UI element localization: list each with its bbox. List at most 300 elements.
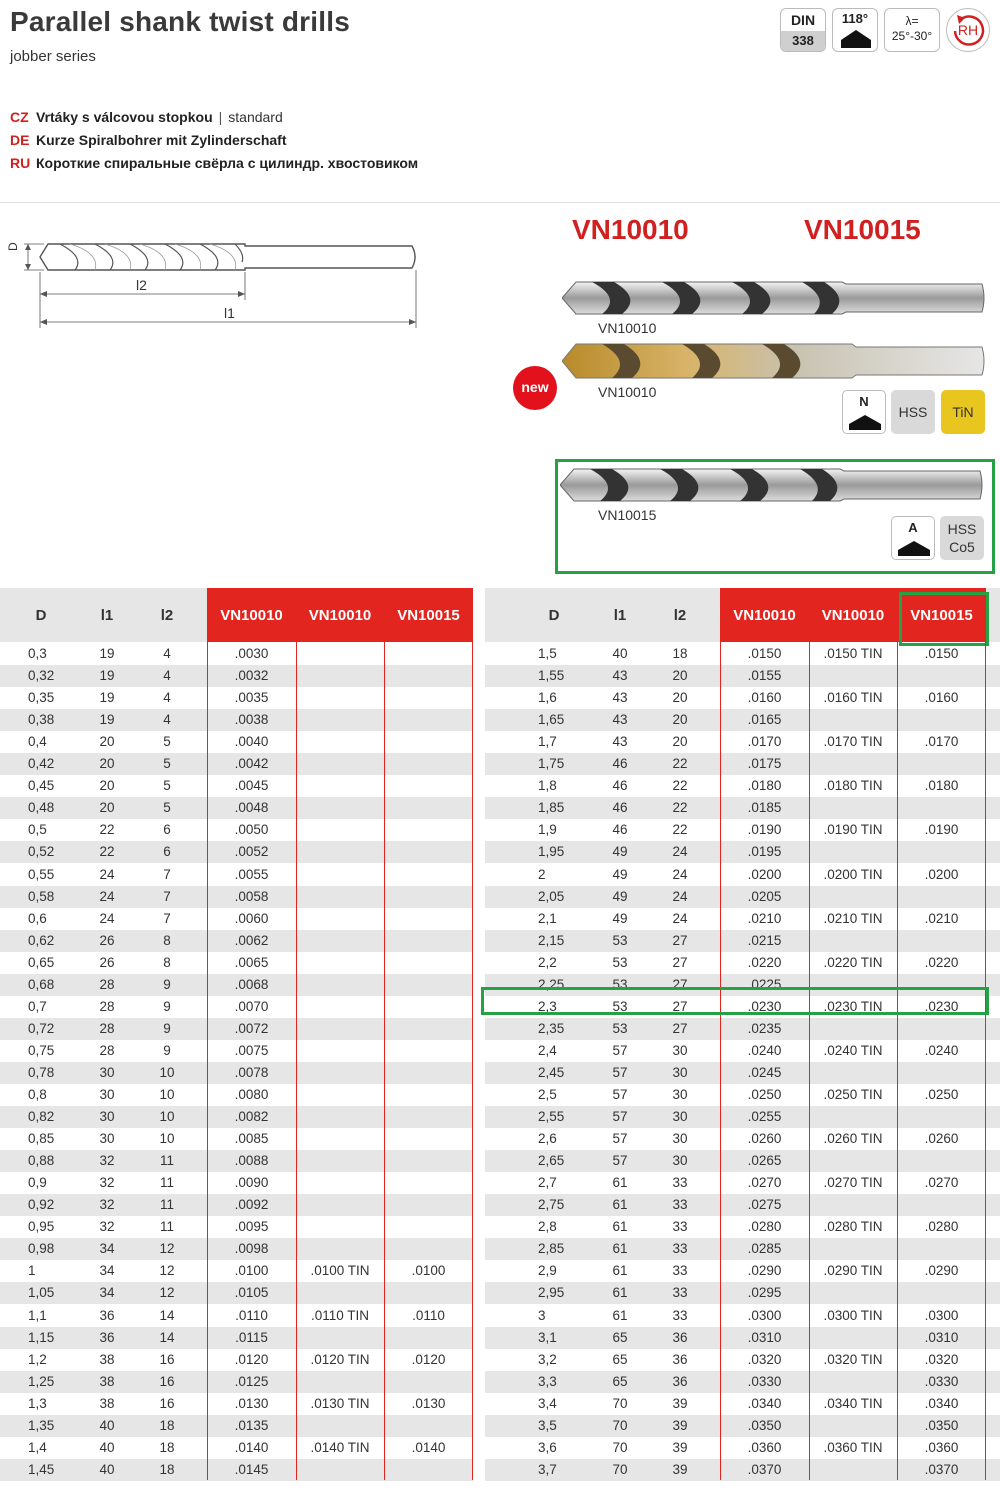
drill2-label: VN10010	[598, 384, 657, 400]
cell-l1: 49	[612, 844, 628, 860]
cell-vn10015	[384, 1084, 473, 1106]
cell-vn10010: .0165	[747, 712, 782, 728]
lang-de: DE Kurze Spiralbohrer mit Zylinderschaft	[10, 132, 287, 148]
cell-vn10010: .0038	[234, 712, 269, 728]
col-header-d-right: D	[548, 607, 560, 624]
cell-l2: 6	[163, 844, 171, 860]
cell-vn10010: .0210	[747, 910, 782, 926]
table-row	[0, 775, 473, 797]
table-row	[0, 753, 473, 775]
cell-vn10010: .0190	[747, 822, 782, 838]
table-row	[0, 709, 473, 731]
cell-l1: 61	[612, 1241, 628, 1257]
cell-vn10010: .0135	[234, 1417, 269, 1433]
cell-vn10010-tin	[296, 864, 384, 886]
cell-vn10015	[384, 643, 473, 665]
cell-d: 2,05	[538, 888, 565, 904]
cell-vn10010-tin	[296, 1371, 384, 1393]
helix-angle-icon	[884, 8, 940, 52]
cell-d: 0,6	[28, 910, 47, 926]
cell-l2: 11	[159, 1197, 174, 1213]
column-separator	[897, 642, 898, 1480]
cell-vn10010: .0245	[747, 1064, 782, 1080]
cell-d: 1,4	[28, 1439, 47, 1455]
cell-d: 2,95	[538, 1285, 565, 1301]
cell-vn10010-tin	[809, 1018, 897, 1040]
table-row	[485, 819, 1000, 841]
cell-vn10015: .0300	[924, 1307, 959, 1323]
cell-l2: 22	[672, 778, 688, 794]
cell-vn10015	[384, 1459, 473, 1481]
table-row	[0, 908, 473, 930]
cell-d: 0,58	[28, 888, 55, 904]
cell-vn10015	[384, 665, 473, 687]
cell-l1: 40	[612, 646, 628, 661]
right-hand-rotation-icon	[946, 8, 990, 52]
cell-l1: 43	[612, 690, 628, 706]
cell-l2: 39	[672, 1395, 688, 1411]
cell-vn10015	[384, 1371, 473, 1393]
table-row	[485, 687, 1000, 709]
cell-l2: 12	[159, 1263, 175, 1279]
cell-l2: 9	[163, 976, 171, 992]
cell-l1: 57	[612, 1087, 628, 1102]
cell-vn10010: .0055	[234, 866, 269, 882]
cell-l2: 39	[672, 1461, 688, 1477]
cell-l1: 38	[99, 1351, 115, 1367]
cell-vn10015	[384, 1172, 473, 1194]
spec-icons	[780, 8, 990, 52]
table-row	[0, 1349, 473, 1371]
cell-d: 2,1	[538, 910, 557, 926]
cell-vn10010: .0170	[747, 734, 782, 750]
cell-l1: 43	[612, 668, 628, 684]
cell-d: 1,9	[538, 822, 557, 838]
cell-l1: 46	[612, 800, 628, 816]
table-row	[0, 1305, 473, 1327]
cell-l1: 61	[612, 1197, 628, 1213]
cell-vn10010: .0042	[234, 756, 269, 772]
cell-vn10010: .0065	[234, 954, 269, 970]
cell-vn10010: .0260	[747, 1131, 782, 1147]
lambda-line2: 25°-30°	[891, 29, 933, 43]
cell-l2: 22	[672, 822, 688, 838]
cell-l2: 27	[672, 976, 688, 992]
cell-l2: 18	[159, 1417, 175, 1433]
cell-vn10010-tin	[809, 1282, 897, 1304]
cell-vn10010-tin	[296, 930, 384, 952]
cell-l1: 61	[612, 1263, 628, 1279]
table-row	[0, 1260, 473, 1282]
column-separator	[384, 642, 385, 1480]
col-header-vn10010-tin: VN10010	[296, 588, 384, 642]
cell-vn10010: .0052	[234, 844, 269, 860]
cell-vn10010: .0195	[747, 844, 782, 860]
cell-vn10010-tin	[296, 1194, 384, 1216]
cell-d: 1,65	[538, 712, 565, 728]
cell-vn10010: .0205	[747, 888, 782, 904]
cell-vn10010-tin	[296, 1106, 384, 1128]
cell-vn10010: .0032	[234, 668, 269, 684]
cell-vn10015	[384, 797, 473, 819]
cell-vn10010-tin	[296, 643, 384, 665]
din-label: DIN	[790, 12, 816, 28]
cell-l2: 22	[672, 800, 688, 816]
cell-vn10015	[897, 1062, 986, 1084]
dim-l1-label: l1	[224, 305, 235, 321]
cell-l2: 30	[672, 1042, 688, 1058]
cell-vn10010: .0145	[234, 1461, 269, 1477]
cell-vn10010: .0275	[747, 1197, 782, 1213]
cell-vn10010: .0080	[234, 1087, 269, 1102]
cell-l1: 26	[99, 932, 115, 948]
cell-l1: 36	[99, 1329, 115, 1345]
cell-vn10010-tin	[296, 709, 384, 731]
col-header-vn10010-right: VN10010	[720, 588, 809, 642]
drill-image-vn10015	[560, 467, 984, 503]
cell-vn10010-tin	[296, 952, 384, 974]
cell-l2: 8	[163, 954, 171, 970]
cell-d: 1	[28, 1263, 36, 1279]
cell-vn10010-tin	[809, 1327, 897, 1349]
cell-vn10015: .0190	[924, 822, 959, 838]
cell-vn10015: .0140	[411, 1439, 446, 1455]
cell-vn10010-tin	[296, 1216, 384, 1238]
cell-l1: 46	[612, 778, 628, 794]
cell-l1: 43	[612, 734, 628, 750]
cell-vn10015: .0120	[411, 1351, 446, 1367]
cell-vn10010: .0340	[747, 1395, 782, 1411]
cell-vn10015	[384, 709, 473, 731]
cell-vn10010: .0092	[234, 1197, 269, 1213]
column-separator	[207, 642, 208, 1480]
cell-l2: 20	[672, 690, 688, 706]
table-row	[0, 1327, 473, 1349]
cell-l2: 16	[159, 1351, 175, 1367]
cell-l1: 53	[612, 1020, 628, 1036]
cell-d: 0,45	[28, 778, 55, 794]
cell-vn10015	[897, 1194, 986, 1216]
table-row	[0, 1437, 473, 1459]
lang-ru: RU Короткие спиральные свёрла с цилиндр. хвостовиком	[10, 155, 419, 171]
cell-l1: 70	[612, 1395, 628, 1411]
table-row	[0, 1459, 473, 1481]
cell-l2: 30	[672, 1109, 688, 1125]
cell-vn10010-tin	[296, 974, 384, 996]
cell-l1: 28	[99, 1020, 115, 1036]
cell-vn10015: .0320	[924, 1351, 959, 1367]
cell-vn10015: .0220	[924, 954, 959, 970]
cell-d: 1,95	[538, 844, 565, 860]
cell-l2: 33	[672, 1219, 688, 1235]
cell-l1: 49	[612, 866, 628, 882]
cell-d: 2,7	[538, 1175, 557, 1191]
table-row	[485, 709, 1000, 731]
cell-vn10015: .0170	[924, 734, 959, 750]
cell-d: 0,5	[28, 822, 47, 838]
cell-d: 0,35	[28, 690, 55, 706]
cell-d: 2,75	[538, 1197, 565, 1213]
col-header-l2-right: l2	[673, 607, 687, 624]
cell-l1: 65	[612, 1373, 628, 1389]
cell-l2: 30	[672, 1064, 688, 1080]
cell-l2: 9	[163, 1042, 171, 1058]
dim-d-label: D	[6, 242, 20, 251]
cell-vn10010: .0185	[747, 800, 782, 816]
cell-vn10010: .0068	[234, 976, 269, 992]
cell-l1: 57	[612, 1131, 628, 1147]
table-row	[0, 665, 473, 687]
cell-vn10010-tin	[296, 1084, 384, 1106]
cell-vn10015	[897, 930, 986, 952]
table-row	[0, 864, 473, 886]
cell-vn10010: .0082	[234, 1109, 269, 1125]
table-row	[485, 1194, 1000, 1216]
table-row	[485, 1018, 1000, 1040]
cell-l2: 11	[159, 1219, 174, 1235]
cell-vn10010-tin: .0190 TIN	[823, 822, 883, 838]
cell-vn10015: .0160	[924, 690, 959, 706]
cell-vn10010-tin	[296, 731, 384, 753]
dim-l2-label: l2	[136, 277, 147, 293]
cell-d: 0,52	[28, 844, 55, 860]
cell-l1: 19	[99, 646, 115, 661]
point-angle-icon	[832, 8, 878, 52]
cell-d: 3,7	[538, 1461, 557, 1477]
cell-vn10015	[384, 886, 473, 908]
cell-vn10010-tin: .0120 TIN	[310, 1351, 370, 1367]
cell-l1: 30	[99, 1131, 115, 1147]
col-header-d: D	[35, 607, 47, 624]
cell-vn10015	[384, 1216, 473, 1238]
table-row	[485, 930, 1000, 952]
col-header-vn10010: VN10010	[207, 588, 296, 642]
new-badge: new	[513, 366, 557, 410]
cell-vn10010-tin: .0170 TIN	[823, 734, 883, 750]
cell-vn10015: .0110	[412, 1307, 445, 1323]
cell-l2: 6	[163, 822, 171, 838]
cell-d: 1,05	[28, 1285, 55, 1301]
drill-image-vn10010	[562, 280, 986, 316]
cell-vn10015	[384, 952, 473, 974]
cell-vn10010-tin: .0160 TIN	[823, 690, 883, 706]
cell-vn10010-tin	[296, 1282, 384, 1304]
cell-l2: 39	[672, 1439, 688, 1455]
cell-d: 1,45	[28, 1461, 55, 1477]
product-code-vn10015: VN10015	[804, 214, 921, 245]
cell-vn10010: .0235	[747, 1020, 782, 1036]
cell-l1: 61	[612, 1219, 628, 1235]
cell-l1: 36	[99, 1307, 115, 1323]
cell-vn10010-tin: .0230 TIN	[823, 998, 883, 1014]
cell-vn10015	[384, 1018, 473, 1040]
table-row	[485, 1371, 1000, 1393]
cell-d: 2,4	[538, 1042, 557, 1058]
cell-vn10010-tin	[809, 1150, 897, 1172]
cell-vn10015: .0330	[924, 1373, 959, 1389]
cell-vn10010-tin	[809, 665, 897, 687]
cell-l2: 36	[672, 1351, 688, 1367]
cell-d: 2,8	[538, 1219, 557, 1235]
cell-vn10010: .0160	[747, 690, 782, 706]
cell-vn10010-tin: .0250 TIN	[823, 1087, 883, 1102]
cell-l1: 40	[99, 1439, 115, 1455]
cell-d: 0,68	[28, 976, 55, 992]
cell-l2: 36	[672, 1373, 688, 1389]
cell-l1: 57	[612, 1109, 628, 1125]
cell-d: 1,15	[28, 1329, 55, 1345]
cell-vn10010: .0225	[747, 976, 782, 992]
col-header-l1: l1	[100, 607, 114, 624]
cell-d: 0,3	[28, 646, 47, 661]
table-row	[485, 1150, 1000, 1172]
cell-vn10010: .0310	[747, 1329, 782, 1345]
table-row	[0, 1172, 473, 1194]
table-row	[485, 886, 1000, 908]
cell-vn10015: .0240	[924, 1042, 959, 1058]
cell-d: 3,4	[538, 1395, 557, 1411]
cell-d: 0,72	[28, 1020, 55, 1036]
cell-l1: 57	[612, 1042, 628, 1058]
cell-l1: 49	[612, 910, 628, 926]
lambda-line1: λ=	[905, 14, 919, 28]
cell-vn10010-tin	[809, 886, 897, 908]
cell-l2: 5	[163, 734, 171, 750]
cell-d: 0,62	[28, 932, 55, 948]
cell-vn10015	[384, 996, 473, 1018]
cell-l1: 53	[612, 976, 628, 992]
cell-vn10010: .0098	[234, 1241, 269, 1257]
cell-vn10010: .0300	[747, 1307, 782, 1323]
cell-l2: 14	[159, 1307, 175, 1323]
cell-vn10010: .0280	[747, 1219, 782, 1235]
cell-l2: 9	[163, 1020, 171, 1036]
cell-vn10010-tin: .0340 TIN	[823, 1395, 883, 1411]
cell-l1: 32	[99, 1175, 115, 1191]
cell-vn10010: .0215	[747, 932, 782, 948]
cell-l1: 40	[99, 1417, 115, 1433]
cell-l2: 7	[163, 910, 171, 926]
cell-vn10010-tin: .0300 TIN	[823, 1307, 883, 1323]
cell-vn10010: .0090	[234, 1175, 269, 1191]
cell-vn10015: .0130	[411, 1395, 446, 1411]
cell-vn10010-tin	[296, 1415, 384, 1437]
cell-vn10010: .0370	[747, 1461, 782, 1477]
cell-vn10015	[384, 841, 473, 863]
product-code-vn10010: VN10010	[572, 214, 689, 245]
cell-l2: 30	[672, 1131, 688, 1147]
cell-vn10010-tin	[296, 797, 384, 819]
cell-vn10010: .0035	[234, 690, 269, 706]
cell-vn10010: .0295	[747, 1285, 782, 1301]
cell-vn10010-tin: .0360 TIN	[823, 1439, 883, 1455]
table-row	[0, 1018, 473, 1040]
cell-vn10010-tin	[296, 1172, 384, 1194]
cell-d: 0,88	[28, 1153, 55, 1169]
table-row	[0, 1216, 473, 1238]
cell-d: 1,5	[538, 646, 557, 661]
table-row	[485, 1238, 1000, 1260]
table-row	[0, 974, 473, 996]
cell-d: 1,25	[28, 1373, 55, 1389]
column-separator	[720, 642, 721, 1480]
cell-l2: 16	[159, 1395, 175, 1411]
cell-l1: 28	[99, 998, 115, 1014]
cell-vn10010: .0088	[234, 1153, 269, 1169]
cell-vn10010: .0220	[747, 954, 782, 970]
cell-d: 0,55	[28, 866, 55, 882]
cell-vn10015	[897, 1106, 986, 1128]
col-header-l1-right: l1	[613, 607, 627, 624]
cell-vn10010: .0155	[747, 668, 782, 684]
highlight-row-2-3	[481, 987, 989, 1015]
cell-vn10010: .0255	[747, 1109, 782, 1125]
cell-vn10010-tin: .0200 TIN	[823, 866, 883, 882]
cell-l1: 38	[99, 1373, 115, 1389]
cell-vn10010: .0250	[747, 1087, 782, 1102]
cell-l1: 19	[99, 668, 115, 684]
cell-l1: 65	[612, 1329, 628, 1345]
cell-l2: 4	[163, 646, 171, 661]
cell-vn10010: .0062	[234, 932, 269, 948]
cell-l2: 10	[159, 1131, 175, 1147]
cell-l1: 46	[612, 756, 628, 772]
column-separator	[985, 642, 986, 1480]
cell-d: 2,65	[538, 1153, 565, 1169]
cell-vn10010: .0285	[747, 1241, 782, 1257]
cell-vn10010-tin: .0150 TIN	[823, 646, 883, 661]
cell-l2: 24	[672, 844, 688, 860]
cell-vn10015	[384, 1106, 473, 1128]
cell-vn10015	[384, 687, 473, 709]
cell-l1: 20	[99, 778, 115, 794]
table-row	[485, 864, 1000, 886]
cell-l2: 9	[163, 998, 171, 1014]
cell-vn10010-tin	[809, 1062, 897, 1084]
table-row	[485, 1172, 1000, 1194]
cell-d: 1,2	[28, 1351, 47, 1367]
table-row	[485, 1062, 1000, 1084]
cell-vn10015	[384, 819, 473, 841]
cell-l1: 20	[99, 756, 115, 772]
cell-vn10010: .0330	[747, 1373, 782, 1389]
cell-d: 1,7	[538, 734, 557, 750]
cell-vn10010-tin	[296, 1327, 384, 1349]
cell-d: 0,85	[28, 1131, 55, 1147]
cell-d: 0,92	[28, 1197, 55, 1213]
cell-d: 1,8	[538, 778, 557, 794]
cell-l1: 61	[612, 1285, 628, 1301]
cell-d: 0,42	[28, 756, 55, 772]
cell-vn10010-tin	[296, 775, 384, 797]
cell-d: 0,8	[28, 1087, 47, 1102]
cell-l1: 53	[612, 932, 628, 948]
cell-vn10015: .0290	[924, 1263, 959, 1279]
drill-dimension-drawing	[0, 220, 440, 335]
cell-l2: 5	[163, 778, 171, 794]
cell-d: 3	[538, 1307, 546, 1323]
cell-l2: 20	[672, 668, 688, 684]
cell-l2: 11	[159, 1153, 174, 1169]
material-hss-badge: HSS	[891, 390, 935, 434]
lang-cz: CZ Vrtáky s válcovou stopkou | standard	[10, 109, 283, 125]
table-row	[0, 797, 473, 819]
cell-vn10015	[897, 1282, 986, 1304]
tool-type-n-icon: N	[842, 390, 886, 434]
cell-d: 0,7	[28, 998, 47, 1014]
table-row	[485, 665, 1000, 687]
cell-vn10010: .0180	[747, 778, 782, 794]
